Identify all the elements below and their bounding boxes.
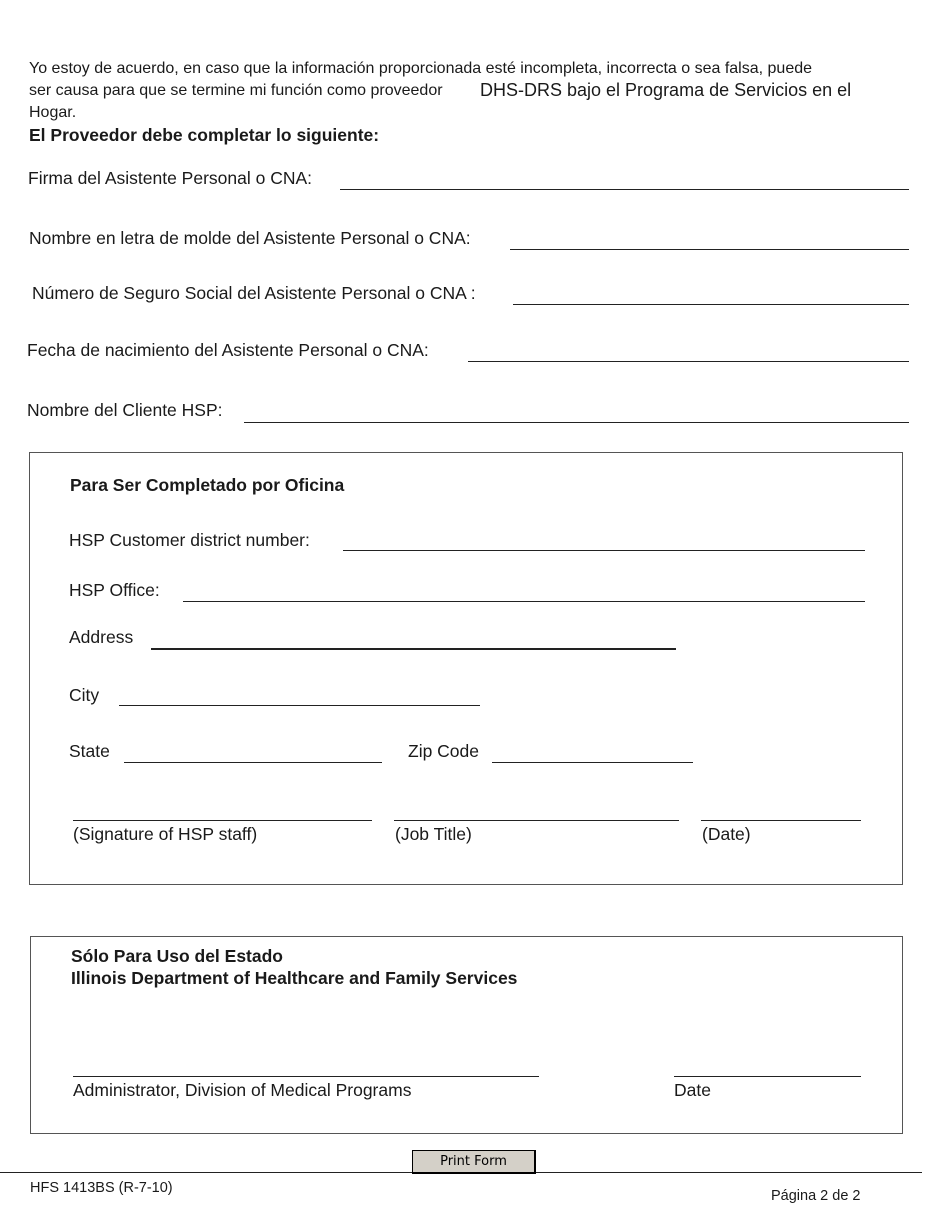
hsp-signature-label: (Signature of HSP staff)	[73, 824, 258, 844]
page-number: Página 2 de 2	[771, 1188, 861, 1204]
city-underline	[119, 705, 480, 706]
city-label: City	[69, 685, 100, 705]
state-underline	[124, 762, 382, 763]
district-field[interactable]	[345, 530, 863, 550]
office-field[interactable]	[185, 580, 863, 600]
hsp-signature-underline	[73, 820, 372, 821]
intro-line-2b: DHS-DRS bajo el Programa de Servicios en el	[480, 80, 852, 100]
office-date-underline	[701, 820, 861, 821]
state-field[interactable]	[126, 741, 380, 761]
ssn-underline	[513, 304, 909, 305]
print-form-button[interactable]: Print Form	[412, 1150, 536, 1174]
intro-line-1: Yo estoy de acuerdo, en caso que la información proporcionada esté incompleta, incorrecta o sea falsa, puede	[29, 60, 813, 77]
city-field[interactable]	[121, 685, 478, 705]
birthdate-label: Fecha de nacimiento del Asistente Personal o CNA:	[27, 340, 429, 360]
office-date-label: (Date)	[702, 824, 751, 844]
state-heading-1: Sólo Para Uso del Estado	[71, 946, 283, 966]
administrator-underline	[73, 1076, 539, 1077]
address-label: Address	[69, 627, 134, 647]
provider-heading: El Proveedor debe completar lo siguiente:	[29, 125, 380, 145]
office-date-field[interactable]	[703, 798, 859, 818]
intro-line-3: Hogar.	[29, 104, 77, 121]
job-title-field[interactable]	[396, 798, 677, 818]
signature-field[interactable]	[342, 168, 908, 188]
hsp-signature-field[interactable]	[75, 798, 370, 818]
state-heading-2: Illinois Department of Healthcare and Family Services	[71, 968, 518, 988]
office-underline	[183, 601, 865, 602]
client-name-underline	[244, 422, 909, 423]
signature-label: Firma del Asistente Personal o CNA:	[28, 168, 313, 188]
office-heading: Para Ser Completado por Oficina	[70, 475, 345, 495]
job-title-label: (Job Title)	[395, 824, 472, 844]
zip-field[interactable]	[494, 741, 691, 761]
zip-underline	[492, 762, 693, 763]
print-name-underline	[510, 249, 909, 250]
client-name-field[interactable]	[246, 400, 908, 420]
office-label: HSP Office:	[69, 580, 160, 600]
form-id: HFS 1413BS (R-7-10)	[30, 1180, 173, 1196]
signature-underline	[340, 189, 909, 190]
client-name-label: Nombre del Cliente HSP:	[27, 400, 223, 420]
zip-label: Zip Code	[408, 741, 480, 761]
state-label: State	[69, 741, 110, 761]
district-underline	[343, 550, 865, 551]
state-date-field[interactable]	[676, 1054, 859, 1074]
state-date-label: Date	[674, 1080, 711, 1100]
print-name-label: Nombre en letra de molde del Asistente Personal o CNA:	[29, 228, 471, 248]
birthdate-field[interactable]	[470, 340, 908, 360]
ssn-label: Número de Seguro Social del Asistente Personal o CNA :	[32, 283, 476, 303]
administrator-signature-field[interactable]	[75, 1054, 537, 1074]
ssn-field[interactable]	[515, 283, 908, 303]
birthdate-underline	[468, 361, 909, 362]
administrator-label: Administrator, Division of Medical Programs	[73, 1080, 412, 1100]
intro-line-2a: ser causa para que se termine mi función como proveedor	[29, 82, 443, 99]
address-field[interactable]	[153, 627, 673, 647]
district-label: HSP Customer district number:	[69, 530, 310, 550]
job-title-underline	[394, 820, 679, 821]
address-underline	[151, 648, 676, 650]
state-date-underline	[674, 1076, 861, 1077]
print-name-field[interactable]	[512, 228, 908, 248]
